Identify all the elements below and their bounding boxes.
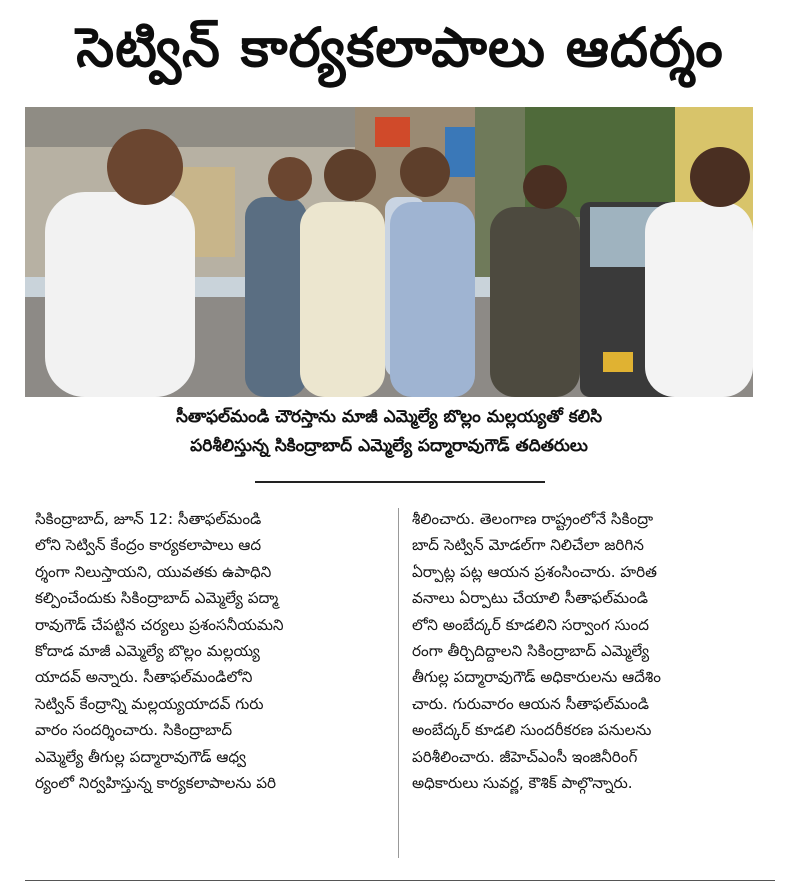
- text-line: సికింద్రాబాద్, జూన్ 12: సీతాఫల్‌మండి: [35, 510, 262, 528]
- bottom-rule: [25, 880, 775, 881]
- text-line: కోదాడ మాజీ ఎమ్మెల్యే బొల్లం మల్లయ్య: [35, 641, 260, 660]
- text-line: కల్పించేందుకు సికింద్రాబాద్ ఎమ్మెల్యే పద్మా: [35, 589, 279, 608]
- text-line: ఏర్పాట్ల పట్ల ఆయన ప్రశంసించారు. హరిత: [412, 562, 657, 581]
- text-line: లోని అంబేద్కర్ కూడలిని సర్వాంగ సుంద: [412, 615, 649, 634]
- text-line: పరిశీలించారు. జీహెచ్ఎంసీ ఇంజినీరింగ్: [412, 747, 638, 766]
- text-line: ఎమ్మెల్యే తీగుల్ల పద్మారావుగౌడ్ ఆధ్వ: [35, 747, 246, 766]
- text-line: వారం సందర్శించారు. సికింద్రాబాద్: [35, 721, 233, 740]
- text-line: ర్శంగా నిలుస్తాయని, యువతకు ఉపాధిని: [35, 562, 272, 581]
- column-divider: [398, 508, 399, 858]
- caption-rule: [255, 481, 545, 483]
- text-line: ర్యంలో నిర్వహిస్తున్న కార్యకలాపాలను పరి: [35, 773, 277, 792]
- article-column-right: [412, 506, 764, 796]
- headline: సెట్విన్ కార్యకలాపాలు ఆదర్శం: [76, 16, 724, 79]
- text-line: లోని సెట్విన్ కేంద్రం కార్యకలాపాలు ఆద: [35, 536, 262, 555]
- text-line: చారు. గురువారం ఆయన సీతాఫల్‌మండి: [412, 694, 649, 713]
- text-line: తీగుల్ల పద్మారావుగౌడ్ అధికారులను ఆదేశిం: [412, 668, 661, 687]
- text-line: రంగా తీర్చిదిద్దాలని సికింద్రాబాద్ ఎమ్మెల్యే: [412, 641, 650, 660]
- text-line: శీలించారు. తెలంగాణ రాష్ట్రంలోనే సికింద్రా: [412, 510, 654, 528]
- text-line: రావుగౌడ్ చేపట్టిన చర్యలు ప్రశంసనీయమని: [35, 615, 284, 634]
- text-line: అధికారులు సువర్ణ, కౌశిక్ పాల్గొన్నారు.: [412, 773, 633, 792]
- text-line: అంబేద్కర్ కూడలి సుందరీకరణ పనులను: [412, 721, 652, 740]
- text-line: సెట్విన్ కేంద్రాన్ని మల్లయ్యయాదవ్ గురు: [35, 694, 264, 713]
- photo-caption: [25, 403, 753, 461]
- text-line: వనాలు ఏర్పాటు చేయాలి సీతాఫల్‌మండి: [412, 589, 649, 608]
- text-line: యాదవ్ అన్నారు. సీతాఫల్‌మండిలోని: [35, 668, 253, 687]
- article-column-left: [35, 506, 385, 796]
- text-line: బాద్ సెట్విన్ మోడల్‌గా నిలిచేలా జరిగిన: [412, 536, 644, 555]
- news-photo: [25, 107, 753, 397]
- caption-line: సీతాఫల్‌మండి చౌరస్తాను మాజీ ఎమ్మెల్యే బొల్లం మల్లయ్యతో కలిసి: [175, 407, 603, 427]
- caption-line: పరిశీలిస్తున్న సికింద్రాబాద్ ఎమ్మెల్యే పద్మారావుగౌడ్ తదితరులు: [190, 436, 588, 456]
